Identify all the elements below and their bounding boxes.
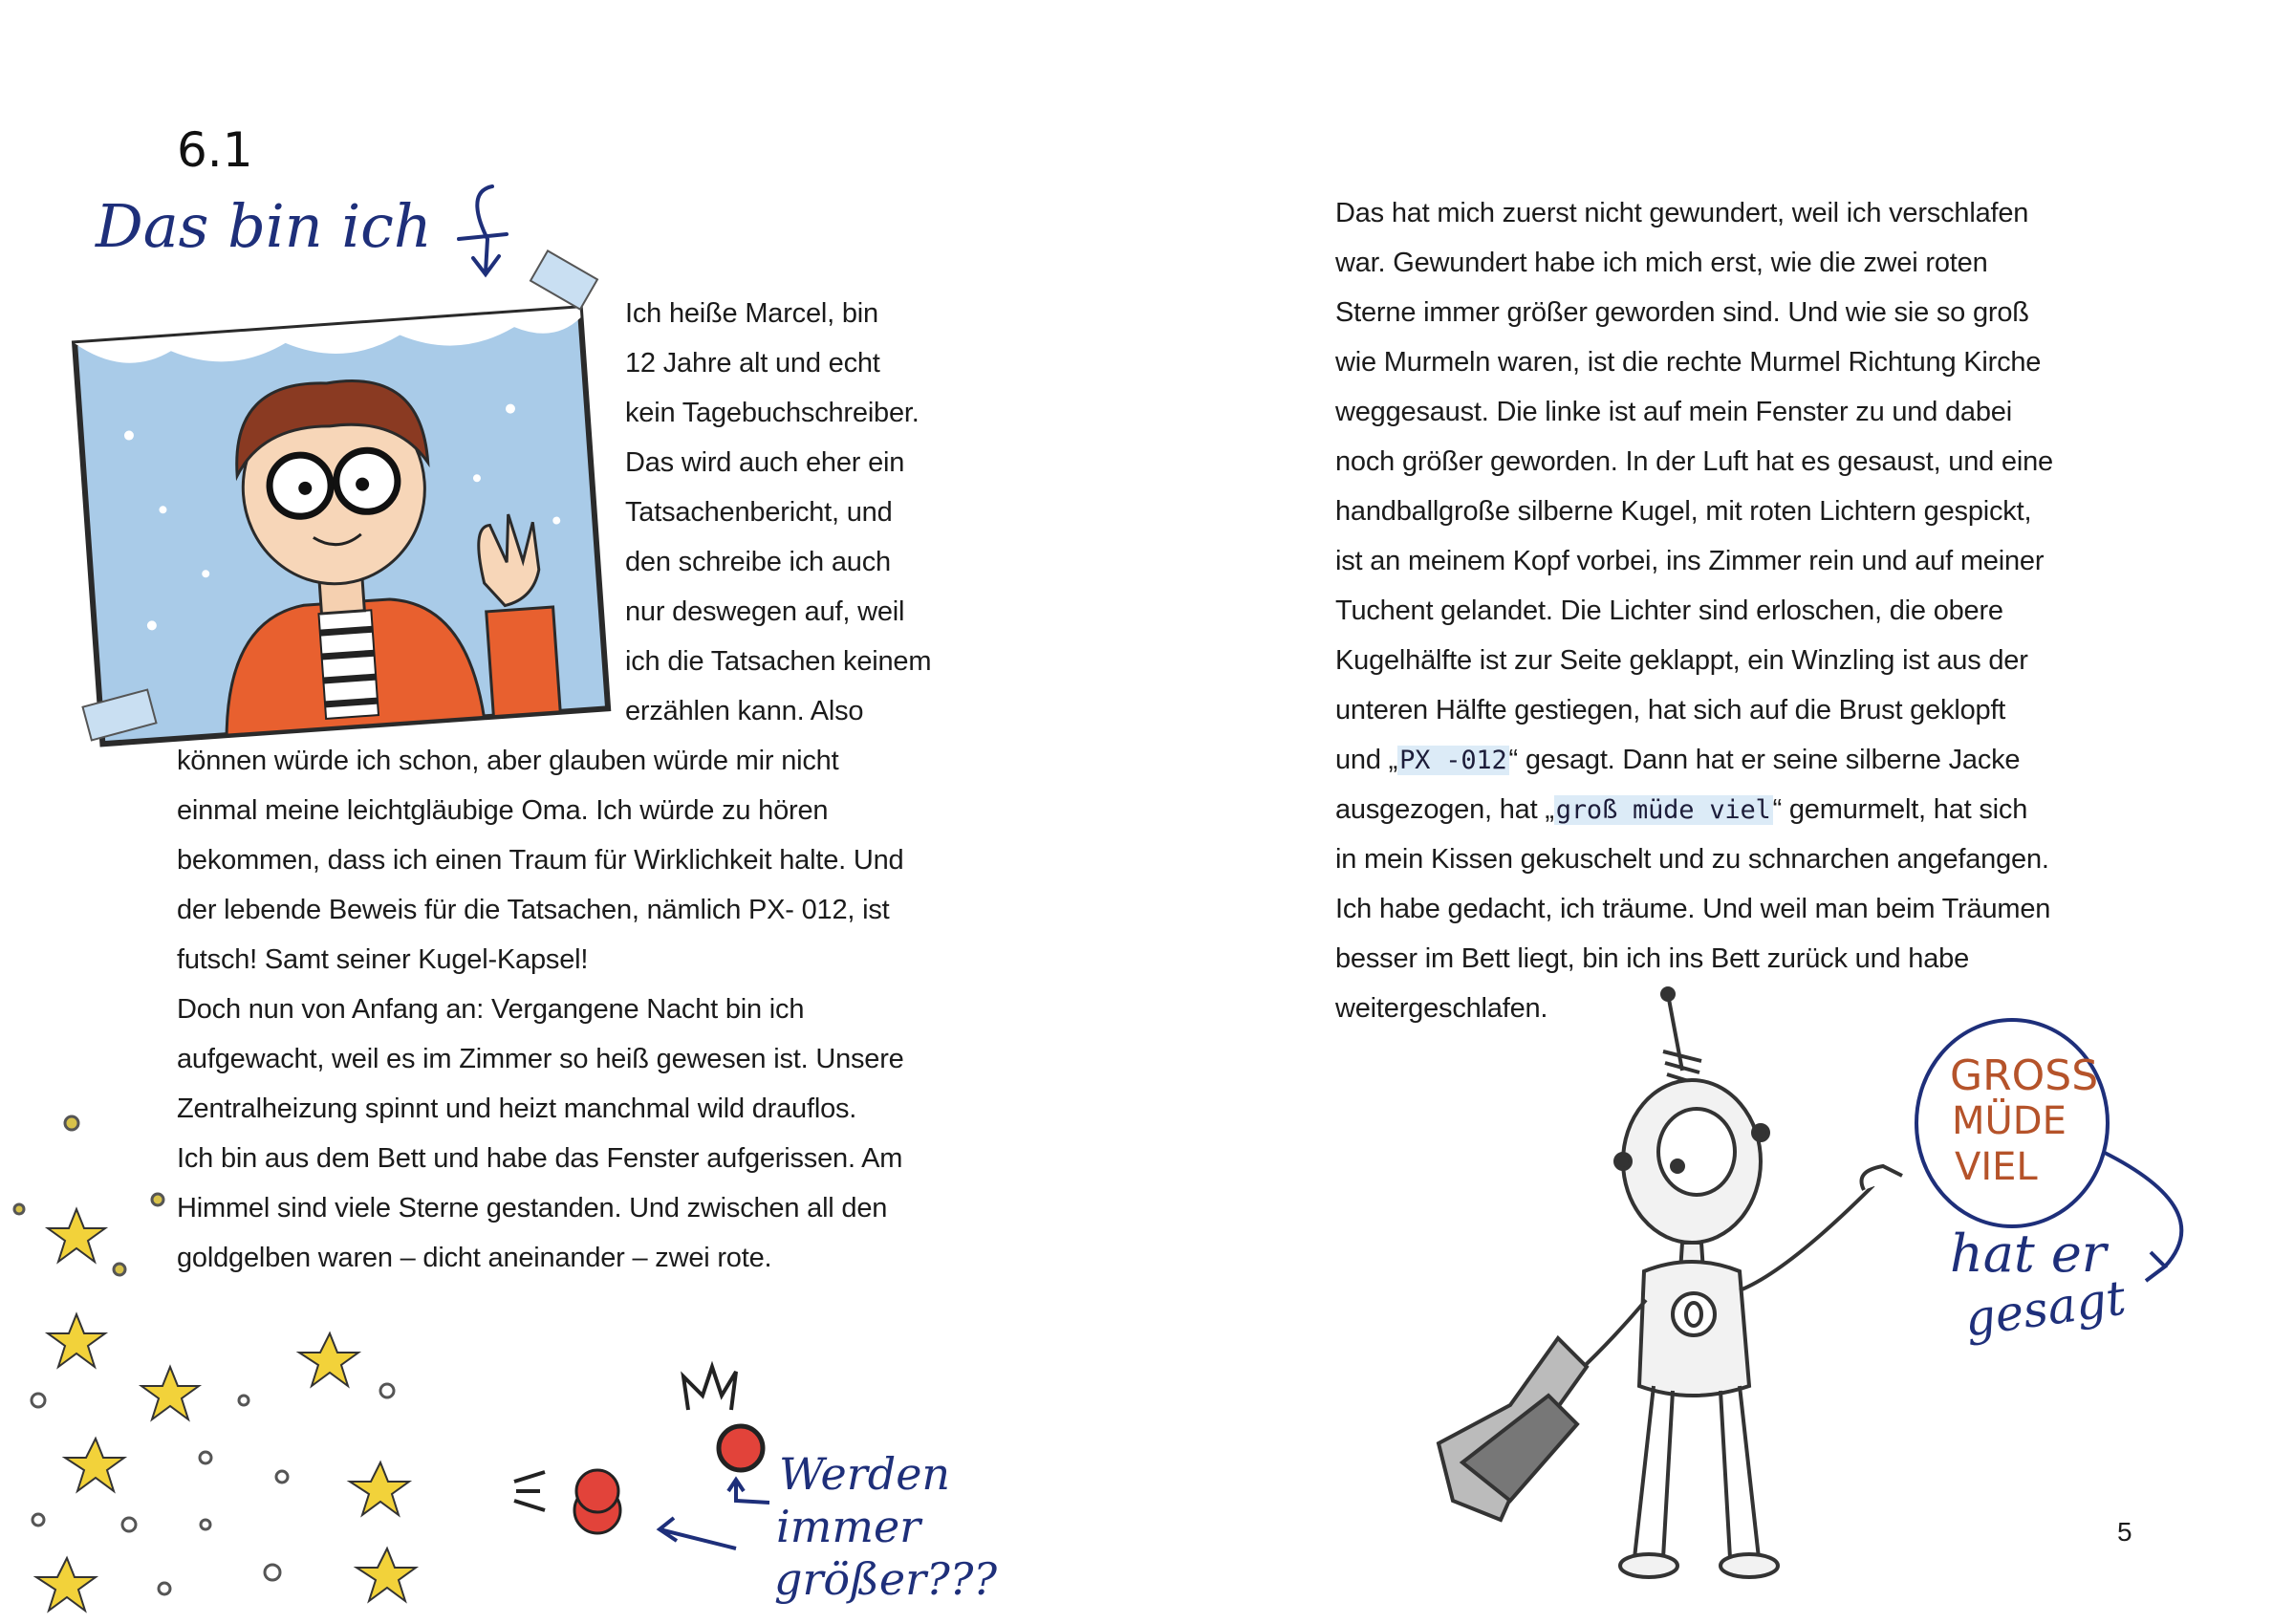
text-line: Kugelhälfte ist zur Seite geklappt, ein Winzling ist aus der (1335, 645, 2028, 676)
text-fragment: “ gemurmelt, hat sich (1772, 794, 2028, 825)
text-line: bekommen, dass ich einen Traum für Wirklichkeit halte. Und (177, 845, 904, 876)
text-line: Tatsachenbericht, und (625, 497, 893, 528)
text-line: war. Gewundert habe ich mich erst, wie die zwei roten (1335, 248, 1988, 278)
text-line: Himmel sind viele Sterne gestanden. Und zwischen all den (177, 1193, 888, 1223)
text-line: Doch nun von Anfang an: Vergangene Nacht bin ich (177, 994, 805, 1025)
text-line: Ich habe gedacht, ich träume. Und weil man beim Träumen (1335, 894, 2051, 924)
portrait-illustration (76, 249, 612, 746)
highlighted-quote: groß müde viel (1555, 795, 1771, 825)
text-line: kein Tagebuchschreiber. (625, 398, 920, 428)
text-line: Zentralheizung spinnt und heizt manchmal wild drauflos. (177, 1093, 857, 1124)
text-line: noch größer geworden. In der Luft hat es gesaust, und eine (1335, 446, 2053, 477)
doodle-note-line: Werden (779, 1448, 951, 1500)
bubble-text-line: VIEL (1955, 1145, 2038, 1189)
chapter-heading: Das bin ich (96, 191, 432, 261)
text-line: wie Murmeln waren, ist die rechte Murmel Richtung Kirche (1335, 347, 2042, 378)
text-line: Sterne immer größer geworden sind. Und wie sie so groß (1335, 297, 2029, 328)
text-line (1335, 741, 2020, 780)
text-line: weitergeschlafen. (1335, 993, 1548, 1024)
text-line: Ich bin aus dem Bett und habe das Fenster aufgerissen. Am (177, 1143, 903, 1174)
text-line: können würde ich schon, aber glauben würde mir nicht (177, 746, 839, 776)
text-line: erzählen kann. Also (625, 696, 864, 726)
text-line: Das hat mich zuerst nicht gewundert, weil ich verschlafen (1335, 198, 2029, 228)
text-line: weggesaust. Die linke ist auf mein Fenster zu und dabei (1335, 397, 2012, 427)
text-line: der lebende Beweis für die Tatsachen, nämlich PX- 012, ist (177, 895, 890, 925)
text-line: unteren Hälfte gestiegen, hat sich auf die Brust geklopft (1335, 695, 2006, 725)
text-fragment: “ gesagt. Dann hat er seine silberne Jacke (1508, 745, 2021, 775)
section-number: 6.1 (177, 122, 253, 178)
text-line: goldgelben waren – dicht aneinander – zwei rote. (177, 1243, 772, 1273)
text-fragment: und „ (1335, 745, 1398, 775)
text-line: Tuchent gelandet. Die Lichter sind erloschen, die obere (1335, 595, 2003, 626)
text-line: in mein Kissen gekuschelt und zu schnarchen angefangen. (1335, 844, 2049, 875)
text-line: futsch! Samt seiner Kugel-Kapsel! (177, 944, 589, 975)
text-line: besser im Bett liegt, bin ich ins Bett zurück und habe (1335, 943, 1969, 974)
text-line: ist an meinem Kopf vorbei, ins Zimmer rein und auf meiner (1335, 546, 2045, 576)
text-line: Ich heiße Marcel, bin (625, 298, 878, 329)
text-line: ich die Tatsachen keinem (625, 646, 932, 677)
text-line: 12 Jahre alt und echt (625, 348, 880, 379)
doodle-note-line: immer (776, 1501, 921, 1552)
text-line: einmal meine leichtgläubige Oma. Ich würde zu hören (177, 795, 829, 826)
text-line: nur deswegen auf, weil (625, 596, 905, 627)
speech-note-line: hat er (1950, 1223, 2107, 1284)
speech-note-line: gesagt (1960, 1269, 2130, 1348)
text-line: aufgewacht, weil es im Zimmer so heiß gewesen ist. Unsere (177, 1044, 904, 1074)
page-number: 5 (2117, 1517, 2132, 1547)
highlighted-code: PX -012 (1399, 746, 1507, 775)
doodle-note-line: größer??? (774, 1553, 998, 1605)
text-line: handballgroße silberne Kugel, mit roten Lichtern gespickt, (1335, 496, 2032, 527)
stars-illustration (0, 1090, 478, 1624)
text-line (1335, 790, 2027, 830)
bubble-text-line: MÜDE (1952, 1099, 2067, 1143)
text-line: den schreibe ich auch (625, 547, 891, 577)
robot-illustration (1424, 985, 1921, 1596)
text-fragment: ausgezogen, hat „ (1335, 794, 1554, 825)
text-line: Das wird auch eher ein (625, 447, 905, 478)
bubble-text-line: GROSS (1950, 1051, 2099, 1100)
